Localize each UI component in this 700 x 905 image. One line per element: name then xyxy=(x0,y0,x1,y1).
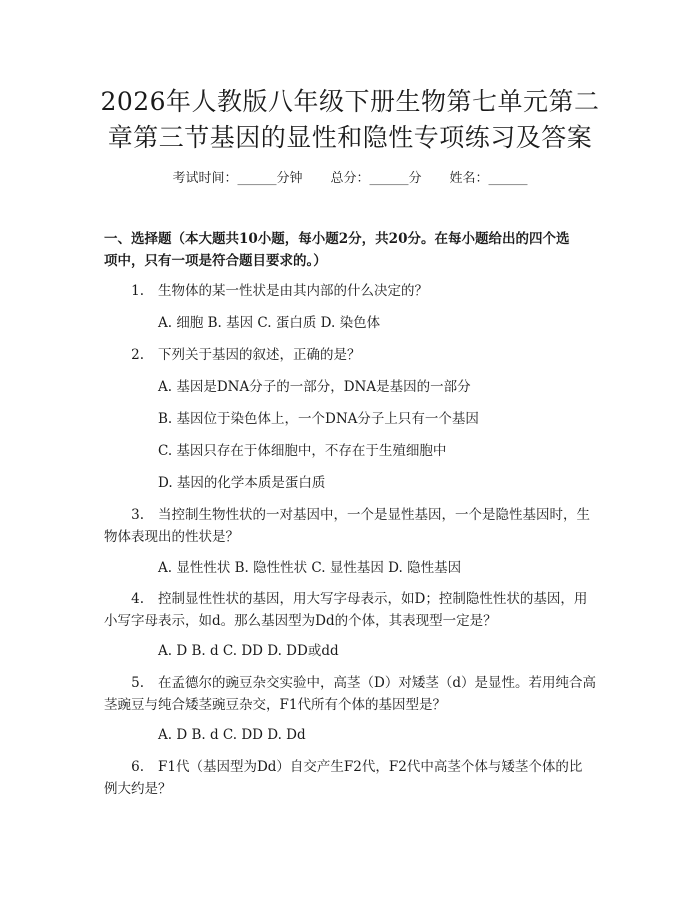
question-6 xyxy=(104,756,604,800)
section-heading-line-1: 一、选择题（本大题共10小题，每小题2分，共20分。在每小题给出的四个选 xyxy=(104,231,570,247)
question-5 xyxy=(104,672,604,716)
title-line-2: 章第三节基因的显性和隐性专项练习及答案 xyxy=(107,123,593,152)
exam-score: 总分：______分 xyxy=(330,171,422,186)
exam-info xyxy=(0,170,700,188)
question-3 xyxy=(104,504,604,548)
question-text-line-2: 小写字母表示，如d。那么基因型为Dd的个体，其表现型一定是？ xyxy=(104,613,497,629)
question-number: 2. xyxy=(131,347,144,363)
question-4-options: A. D B. d C. DD D. DD或dd xyxy=(158,643,339,659)
section-heading xyxy=(104,228,604,272)
question-text-line-2: 例大约是？ xyxy=(104,781,172,797)
question-number: 6. xyxy=(131,759,144,775)
question-number: 1. xyxy=(131,283,144,299)
question-2-option-a: A. 基因是DNA分子的一部分，DNA是基因的一部分 xyxy=(158,379,471,395)
title-line-1: 2026年人教版八年级下册生物第七单元第二 xyxy=(100,87,600,116)
question-text-line-1: 在孟德尔的豌豆杂交实验中，高茎（D）对矮茎（d）是显性。若用纯合高 xyxy=(158,675,596,691)
exam-name: 姓名：______ xyxy=(449,171,528,186)
question-2-option-b: B. 基因位于染色体上，一个DNA分子上只有一个基因 xyxy=(158,411,479,427)
question-text-line-1: 当控制生物性状的一对基因中，一个是显性基因，一个是隐性基因时，生 xyxy=(158,507,590,523)
question-number: 5. xyxy=(131,675,144,691)
document-title xyxy=(90,84,610,156)
question-text-line-1: 控制显性性状的基因，用大写字母表示，如D；控制隐性性状的基因，用 xyxy=(158,591,588,607)
question-text-line-2: 茎豌豆与纯合矮茎豌豆杂交，F1代所有个体的基因型是？ xyxy=(104,697,446,713)
exam-time: 考试时间：______分钟 xyxy=(172,171,303,186)
question-1 xyxy=(104,280,604,302)
section-heading-line-2: 项中，只有一项是符合题目要求的。） xyxy=(104,253,327,269)
question-text-line-1: F1代（基因型为Dd）自交产生F2代，F2代中高茎个体与矮茎个体的比 xyxy=(158,759,583,775)
question-text-line-2: 物体表现出的性状是？ xyxy=(104,529,239,545)
question-1-options: A. 细胞 B. 基因 C. 蛋白质 D. 染色体 xyxy=(158,315,381,331)
question-number: 3. xyxy=(131,507,144,523)
question-number: 4. xyxy=(131,591,144,607)
question-5-options: A. D B. d C. DD D. Dd xyxy=(158,727,306,743)
question-2-option-d: D. 基因的化学本质是蛋白质 xyxy=(158,475,326,491)
question-text: 生物体的某一性状是由其内部的什么决定的？ xyxy=(158,283,428,299)
question-4 xyxy=(104,588,604,632)
question-2 xyxy=(104,344,604,366)
question-text: 下列关于基因的叙述，正确的是？ xyxy=(158,347,361,363)
question-2-option-c: C. 基因只存在于体细胞中，不存在于生殖细胞中 xyxy=(158,443,447,459)
question-3-options: A. 显性性状 B. 隐性性状 C. 显性基因 D. 隐性基因 xyxy=(158,560,462,576)
